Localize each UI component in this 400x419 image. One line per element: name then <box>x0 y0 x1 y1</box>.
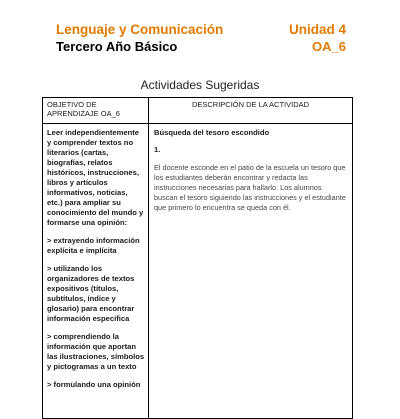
objective-column-header: OBJETIVO DE APRENDIZAJE OA_6 <box>43 98 149 124</box>
description-column-header: DESCRIPCIÓN DE LA ACTIVIDAD <box>149 98 353 124</box>
header-row-2 <box>56 37 346 54</box>
section-title: Actividades Sugeridas <box>140 78 260 92</box>
document-header <box>56 22 346 54</box>
objective-intro: Leer independientemente y comprender textos no literarios (cartas, biografías, relatos históricos, instrucciones, libros y artículos informativos, noticias, etc.) para ampliar su conocimiento del mundo y formarse una opinión: <box>47 128 144 227</box>
grade-label: Tercero Año Básico <box>56 39 178 54</box>
subject-title: Lenguaje y Comunicación <box>56 22 224 37</box>
objective-bullet: > formulando una opinión <box>47 380 141 389</box>
objective-bullet: > utilizando los organizadores de textos expositivos (títulos, subtítulos, índice y glosario) para encontrar información específica <box>47 264 135 323</box>
table-row <box>43 124 353 419</box>
activity-cell <box>149 124 353 419</box>
activity-description: El docente esconde en el patio de la escuela un tesoro que los estudiantes deberán encontrar y redacta las instrucciones necesarias para hallarlo. Los alumnos buscan el tesoro siguiendo las instrucciones y el estudiante que primero lo encuentra se queda con él. <box>154 163 346 212</box>
activity-number: 1. <box>154 145 161 154</box>
objective-bullet: > extrayendo información explícita e implícita <box>47 236 140 255</box>
unit-label: Unidad 4 <box>288 22 346 37</box>
oa-code: OA_6 <box>312 39 346 54</box>
objective-bullet: > comprendiendo la información que aportan las ilustraciones, símbolos y pictogramas a un texto <box>47 332 145 371</box>
objective-cell <box>43 124 149 419</box>
activity-table <box>42 97 353 419</box>
table-header-row <box>43 98 353 124</box>
header-row-1 <box>56 22 346 37</box>
activity-title: Búsqueda del tesoro escondido <box>154 128 270 137</box>
